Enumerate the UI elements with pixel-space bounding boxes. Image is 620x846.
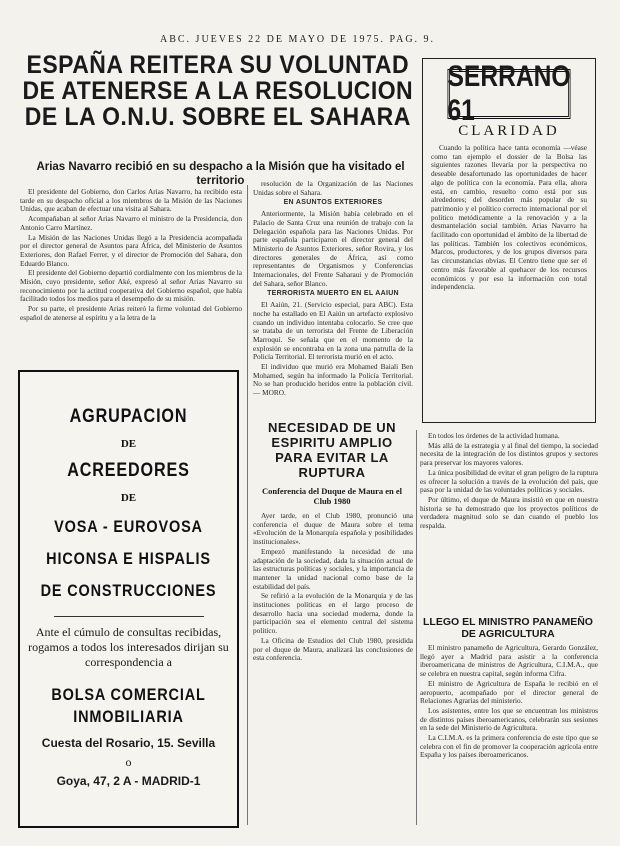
ad-address: Cuesta del Rosario, 15. Sevilla bbox=[41, 736, 216, 750]
paragraph: Cuando la política hace tanta economía —véase como tan ejemplo el dossier de la Bolsa las siguientes razones llevaría por la perspectiva no deseable desafortunado las oportunidades de hacer algo de política con la economía. Para ella, ahora está, en cambio, resuelto como está por sus alrededores; del desorden más popular de su patrimonio y el político correcto internacional por el político metódicamente a la renovación y a la desmantelación social también. Arias Navarro ha facilitado con oportunidad el ámbito de la libertad de las políticas. También los colectivos económicos, Marcos, productores, y de los grupos diversos para las circunstancias obvias. El Centro tiene que ser el centro más favorable al quehacer de los recursos económicos y por eso la información con total independencia. bbox=[431, 144, 587, 292]
main-story-column-2 bbox=[253, 180, 413, 415]
paragraph: Se refirió a la evolución de la Monarquía y de las instituciones políticas en el largo proceso de desarrollo hacia una sociedad moderna, donde la participación sea el elemento central del sistema político. bbox=[253, 591, 413, 636]
paragraph: Más allá de la estrategia y al final del tiempo, la sociedad necesita de la integración de los distintos grupos y sectores para preservar los mayores valores. bbox=[420, 440, 598, 468]
paragraph: La Misión de las Naciones Unidas llegó a la Presidencia acompañada por el director general de Asuntos para África, del Ministerio de Asuntos Exteriores, don Rafael Ferrer, y el director de Promoción del Sahara, don Eduardo Blanco. bbox=[20, 232, 242, 268]
column-rule bbox=[416, 430, 417, 825]
paragraph: Por su parte, el presidente Arias reiteró la firme voluntad del Gobierno español de atenerse al espíritu y a la letra de la bbox=[20, 304, 242, 322]
ad-company: HICONSA E HISPALIS bbox=[46, 549, 211, 568]
story2-headline: NECESIDAD DE UN ESPIRITU AMPLIO PARA EVITAR LA RUPTURA bbox=[267, 420, 397, 480]
ad-address-name: BOLSA COMERCIAL bbox=[51, 685, 206, 704]
main-headline: ESPAÑA REITERA SU VOLUNTAD DE ATENERSE A LA RESOLUCION DE LA O.N.U. SOBRE EL SAHARA bbox=[22, 51, 414, 131]
ad-company: VOSA - EUROVOSA bbox=[54, 517, 203, 536]
story2-continuation bbox=[420, 432, 598, 610]
paragraph: Acompañaban al señor Arias Navarro el ministro de la Presidencia, don Antonio Carro Martínez. bbox=[20, 214, 242, 232]
paragraph: El Aaiún, 21. (Servicio especial, para ABC). Esta noche ha estallado en El Aaiún un artefacto explosivo cuando un individuo intentaba colocarlo. Se cree que se trataba de un terrorista del Frente de Liberación Marroquí. Se señala que en el momento de la explosión se encontraba en la zona una patrulla de la Policía Territorial. El terrorista murió en el acto. bbox=[253, 300, 413, 362]
main-subheadline: Arias Navarro recibió en su despacho a la Misión que ha visitado el territorio bbox=[36, 161, 405, 187]
paragraph: El ministro de Agricultura de España le recibió en el aeropuerto, acompañado por el director general de Relaciones Agrarias del ministerio. bbox=[420, 678, 598, 706]
paragraph: El presidente del Gobierno departió cordialmente con los miembros de la Misión, cuyo presidente, señor Aké, expresó al señor Arias Navarro su reconocimiento por la actitud cooperativa del Gobierno español, que había facilitado todos los medios para el desempeño de su misión. bbox=[20, 268, 242, 304]
story3-body bbox=[420, 644, 598, 830]
main-story-column-1 bbox=[20, 188, 242, 366]
ad-title: ACREEDORES bbox=[67, 460, 190, 481]
ad-connector: DE bbox=[120, 492, 137, 504]
paragraph: Anteriormente, la Misión había celebrado en el Palacio de Santa Cruz una reunión de trabajo con la Delegación española para las Naciones Unidas. Por parte española participaron el director general del Ministerio de Asuntos Exteriores, señor Rovira, y los directores generales de África, así como representantes de Organismos y Conferencias Internacionales, del Frente Saharaui y de Promoción del Sahara, señor Blanco. bbox=[253, 209, 413, 288]
column-rule bbox=[247, 185, 248, 825]
paragraph: El individuo que murió era Mohamed Baiali Ben Mohamed, según ha informado la Policía Territorial. No se han producido heridos entre la población civil. — MORO. bbox=[253, 362, 413, 398]
column-subtitle: CLARIDAD bbox=[458, 123, 560, 139]
ad-body-text: Ante el cúmulo de consultas recibidas, rogamos a todos los interesados dirijan su correspondencia a bbox=[28, 625, 229, 669]
column-box bbox=[422, 58, 596, 423]
paragraph: La única posibilidad de evitar el gran peligro de la ruptura es ofrecer la solución a través de la evolución del país, que pasa por la unidad de las voluntades políticas y sociales. bbox=[420, 467, 598, 495]
section-subhead: EN ASUNTOS EXTERIORES bbox=[283, 199, 383, 207]
ad-address-or: o bbox=[125, 755, 132, 769]
paragraph: El ministro panameño de Agricultura, Gerardo González, llegó ayer a Madrid para asistir a la conferencia iberoamericana de ministros de Agricultura, C.I.M.A., que se celebra en nuestra capital, según informa Cifra. bbox=[420, 644, 598, 679]
column-title: SERRANO 61 bbox=[447, 60, 571, 127]
paragraph: Empezó manifestando la necesidad de una adaptación de la sociedad, dada la situación actual de las estructuras políticas y sociales, y la importancia de mantener la unidad nacional como base de la estabilidad del país. bbox=[253, 546, 413, 591]
story3-headline: LLEGO EL MINISTRO PANAMEÑO DE AGRICULTURA bbox=[423, 616, 593, 640]
paragraph: El presidente del Gobierno, don Carlos Arias Navarro, ha recibido esta tarde en su despacho oficial a los miembros de la Misión de las Naciones Unidas, que acaban de efectuar una visita al Sahara. bbox=[20, 188, 242, 214]
ad-title: AGRUPACION bbox=[69, 406, 188, 427]
paragraph: La C.I.M.A. es la primera conferencia de este tipo que se celebra con el fin de promover la cooperación agrícola entre España y los países iberoamericanos. bbox=[420, 733, 598, 760]
ad-company: DE CONSTRUCCIONES bbox=[40, 581, 217, 600]
section-subhead: TERRORISTA MUERTO EN EL AAIUN bbox=[267, 290, 399, 298]
ad-divider bbox=[54, 616, 204, 617]
paragraph: Ayer tarde, en el Club 1980, pronunció una conferencia el duque de Maura sobre el tema «Evolución de la Monarquía española y posibilidades institucionales». bbox=[253, 512, 413, 547]
paragraph: resolución de la Organización de las Naciones Unidas sobre el Sahara. bbox=[253, 180, 413, 197]
ad-address: Goya, 47, 2 A - MADRID-1 bbox=[56, 774, 201, 788]
advertisement-box bbox=[18, 370, 239, 828]
story2-body bbox=[253, 512, 413, 830]
masthead: ABC. JUEVES 22 DE MAYO DE 1975. PAG. 9. bbox=[160, 34, 436, 45]
paragraph: La Oficina de Estudios del Club 1980, presidida por el duque de Maura, analizará las conclusiones de esta conferencia. bbox=[253, 635, 413, 663]
ad-address-name: INMOBILIARIA bbox=[73, 707, 184, 726]
ad-connector: DE bbox=[120, 438, 137, 450]
column-box-text bbox=[431, 144, 587, 424]
paragraph: En todos los órdenes de la actividad humana. bbox=[428, 432, 560, 440]
paragraph: Los asistentes, entre los que se encuentran los ministros de distintos países iberoamericanos, celebrarán sus sesiones en la sede del Ministerio de Agricultura. bbox=[420, 705, 598, 733]
paragraph: Por último, el duque de Maura insistió en que en nuestra historia se ha demostrado que los proyectos políticos de verdadera magnitud solo se dan cuando el pueblo los respalda. bbox=[420, 494, 598, 531]
story2-subheadline: Conferencia del Duque de Maura en el Club 1980 bbox=[261, 486, 403, 506]
